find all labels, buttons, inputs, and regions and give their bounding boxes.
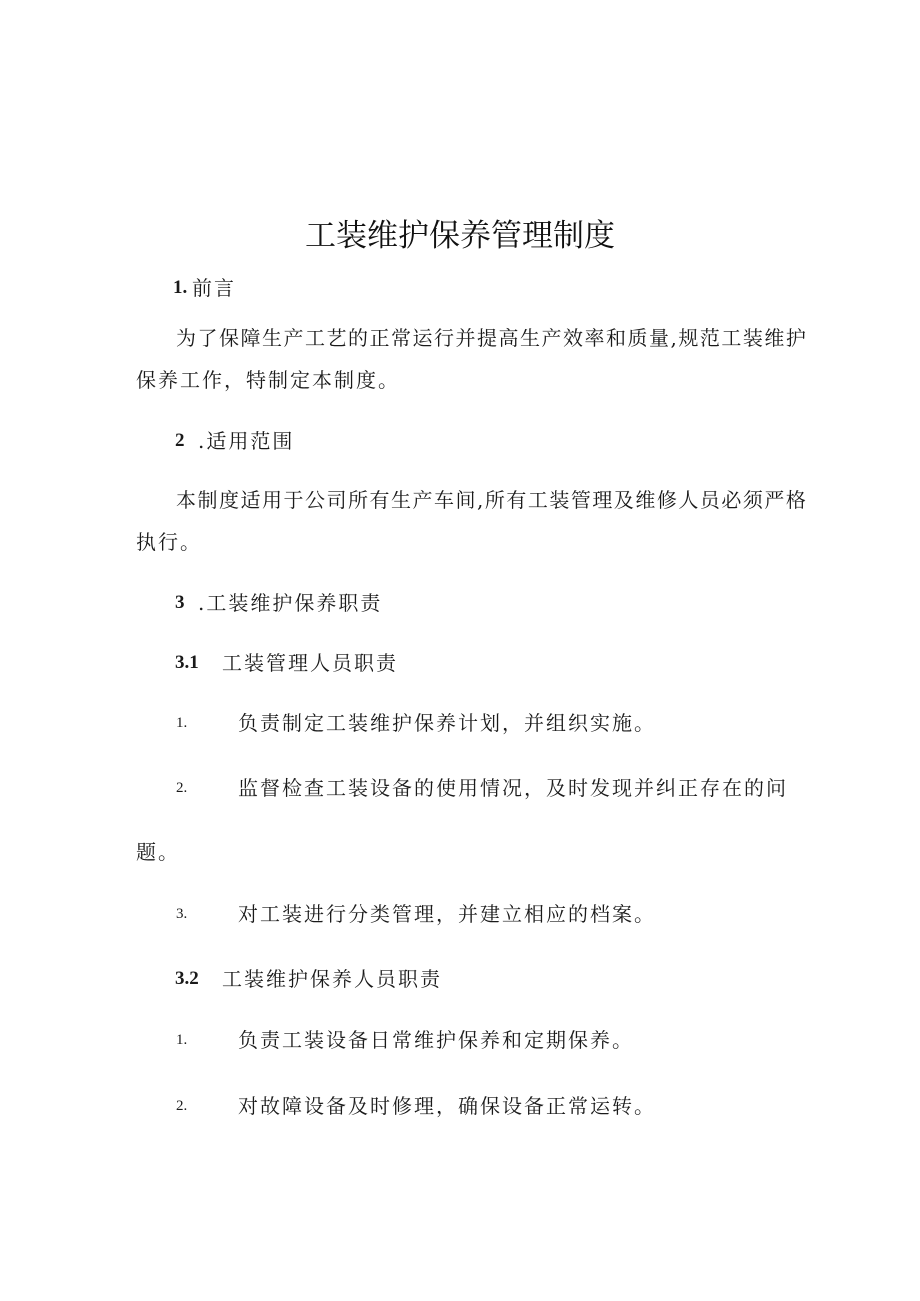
- section-2-heading: .适用范围: [198, 429, 295, 453]
- subsection-3-2-heading: 工装维护保养人员职责: [222, 967, 442, 991]
- list-item-text: 对故障设备及时修理，确保设备正常运转。: [238, 1094, 656, 1118]
- section-2-paragraph-line-1: 本制度适用于公司所有生产车间,所有工装管理及维修人员必须严格: [176, 488, 808, 512]
- section-3-number: 3: [175, 592, 185, 613]
- section-3-heading: .工装维护保养职责: [198, 591, 383, 615]
- section-1-paragraph-line-1: 为了保障生产工艺的正常运行并提高生产效率和质量,规范工装维护: [176, 326, 808, 350]
- subsection-3-2-number: 3.2: [175, 968, 199, 989]
- list-item-text-continuation: 题。: [136, 840, 180, 864]
- list-item-number: 1.: [176, 1032, 188, 1048]
- subsection-3-1-number: 3.1: [175, 652, 199, 673]
- list-item-number: 3.: [176, 906, 188, 922]
- list-item-text: 负责制定工装维护保养计划，并组织实施。: [238, 711, 656, 735]
- list-item-number: 2.: [176, 1098, 188, 1114]
- section-1-number: 1.: [173, 277, 188, 298]
- list-item-text: 负责工装设备日常维护保养和定期保养。: [238, 1028, 634, 1052]
- section-1-paragraph-line-2: 保养工作，特制定本制度。: [136, 368, 400, 392]
- list-item-text: 监督检查工装设备的使用情况，及时发现并纠正存在的问: [238, 776, 788, 800]
- list-item-number: 2.: [176, 780, 188, 796]
- section-2-paragraph-line-2: 执行。: [136, 530, 202, 554]
- document-title: 工装维护保养管理制度: [305, 218, 615, 254]
- section-2-number: 2: [175, 430, 185, 451]
- section-1-heading: 前言: [192, 276, 236, 300]
- list-item-text: 对工装进行分类管理，并建立相应的档案。: [238, 902, 656, 926]
- list-item-number: 1.: [176, 715, 188, 731]
- subsection-3-1-heading: 工装管理人员职责: [222, 651, 398, 675]
